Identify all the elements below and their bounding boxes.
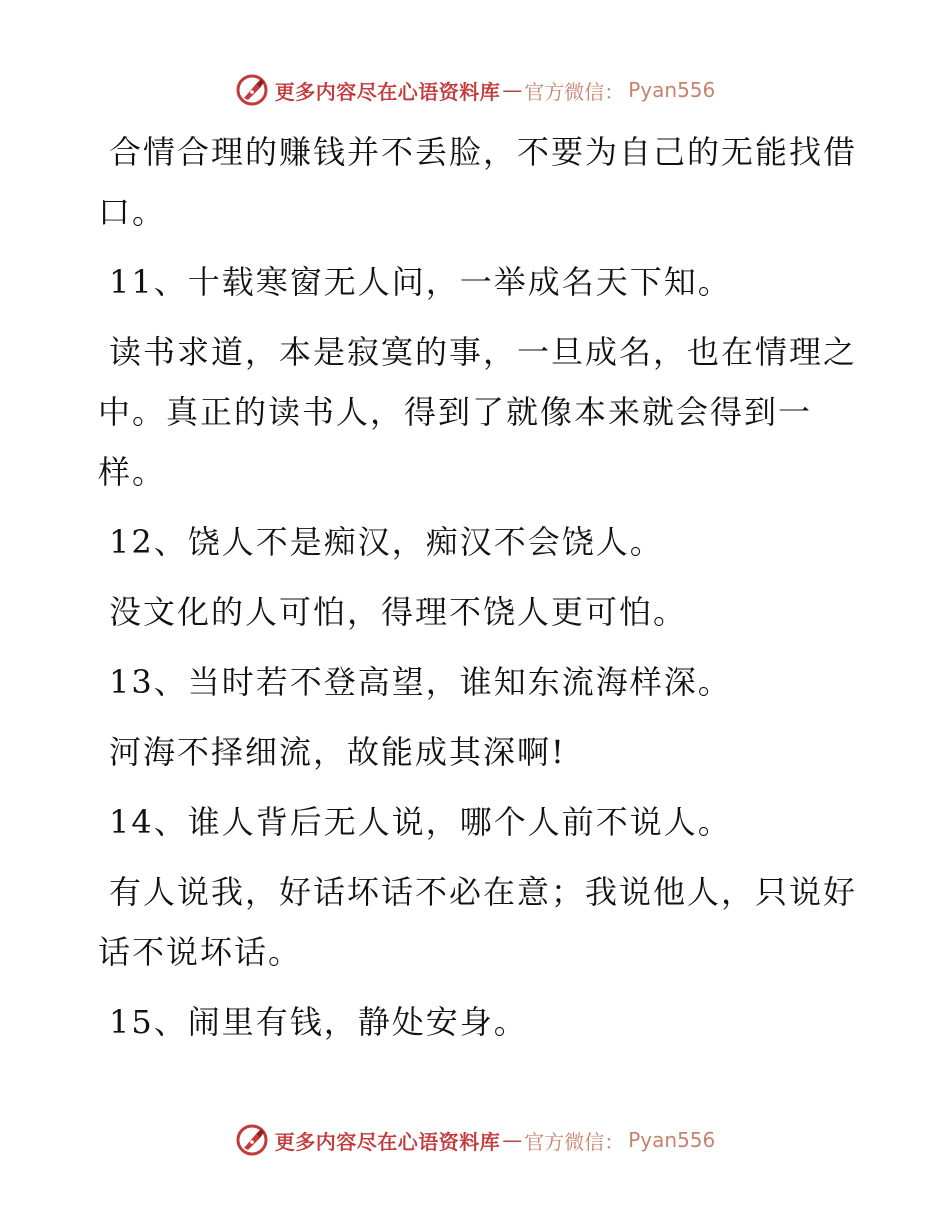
footer-wechat-label: 官方微信： (524, 1129, 625, 1154)
paragraph: 12、饶人不是痴汉，痴汉不会饶人。 (109, 523, 664, 561)
paragraph: 读书求道，本是寂寞的事，一旦成名，也在情理之中。真正的读书人，得到了就像本来就会得到一样。 (98, 333, 858, 491)
header-separator: — (502, 78, 523, 102)
header-banner-inner (235, 73, 716, 107)
footer-banner (0, 1120, 950, 1160)
paragraph: 11、十载寒窗无人问，一举成名天下知。 (109, 263, 732, 301)
paragraph: 13、当时若不登高望，谁知东流海样深。 (109, 663, 732, 701)
paragraph: 有人说我，好话坏话不必在意；我说他人，只说好话不说坏话。 (98, 873, 858, 971)
paragraph: 14、谁人背后无人说，哪个人前不说人。 (109, 803, 732, 841)
footer-site-name: 更多内容尽在心语资料库 (274, 1129, 501, 1154)
footer-wechat-id: Pyan556 (628, 1128, 716, 1152)
pen-nib-logo-icon (235, 1123, 269, 1157)
header-site-name: 更多内容尽在心语资料库 (274, 79, 501, 104)
paragraph: 15、闹里有钱，静处安身。 (109, 1003, 528, 1041)
header-wechat-label: 官方微信： (524, 79, 625, 104)
paragraph: 没文化的人可怕，得理不饶人更可怕。 (109, 593, 688, 631)
paragraph: 合情合理的赚钱并不丢脸，不要为自己的无能找借口。 (98, 133, 858, 231)
footer-banner-inner (235, 1123, 716, 1157)
header-wechat-id: Pyan556 (628, 78, 716, 102)
pen-nib-logo-icon (235, 73, 269, 107)
footer-separator: — (502, 1128, 523, 1152)
document-body (98, 122, 858, 1062)
header-banner (0, 70, 950, 110)
paragraph: 河海不择细流，故能成其深啊! (109, 733, 566, 771)
